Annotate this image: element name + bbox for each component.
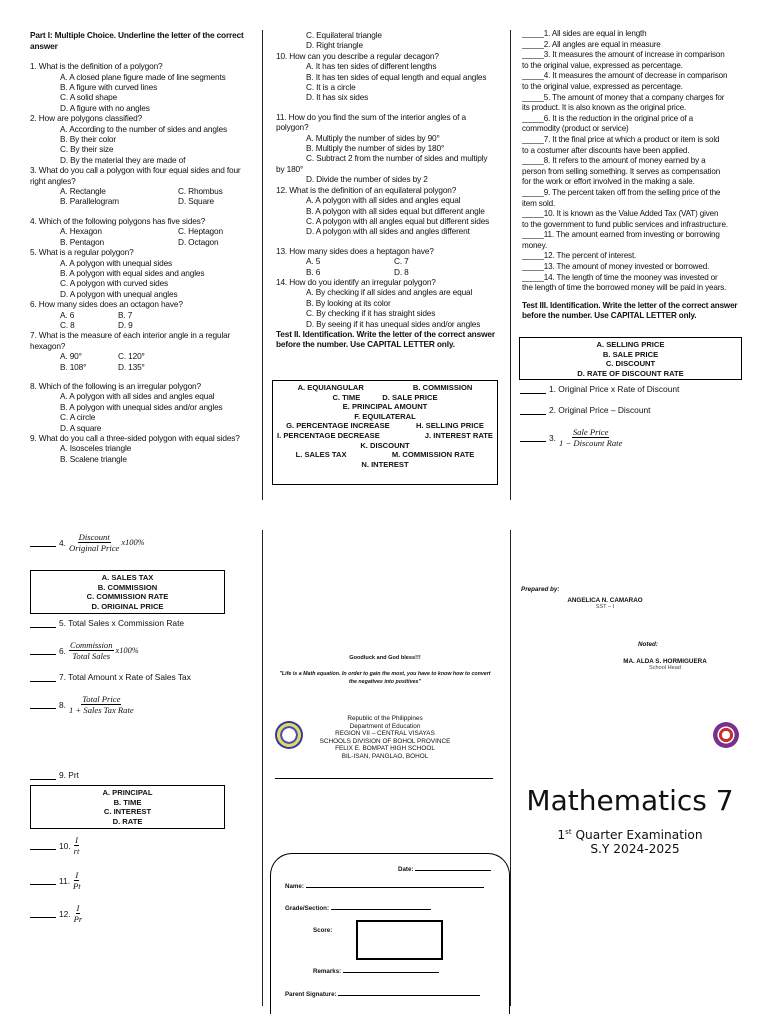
item-line: _____12. The percent of interest.	[522, 251, 637, 261]
fraction	[69, 532, 119, 553]
choice: I. PERCENTAGE DECREASE	[277, 430, 380, 440]
item-line: to the original value, expressed as percentage.	[522, 81, 683, 91]
option: A. 90°	[60, 351, 82, 362]
option: D. Square	[178, 196, 215, 207]
choice: C. TIME	[332, 392, 361, 402]
school-line: FELIX E. BOMPAT HIGH SCHOOL	[335, 745, 435, 753]
option: B. 108°	[60, 361, 87, 372]
item-line: _____11. The amount earned from investing or borrowing	[522, 230, 720, 240]
option-line: C. A polygon with all angles equal but different sides	[306, 215, 490, 226]
numerator: Total Price	[82, 694, 121, 704]
item-line: the length of time the borrowed money will be paid in years.	[522, 283, 727, 293]
choice: D. ORIGINAL PRICE	[91, 601, 164, 611]
choice: M. COMMISSION RATE	[391, 450, 475, 460]
choice: C. INTEREST	[103, 807, 152, 817]
question-line: 13. How many sides does a heptagon have?	[276, 245, 434, 256]
deped-seal-icon	[275, 721, 303, 749]
parent-signature-field[interactable]	[285, 991, 480, 998]
choice: J. INTEREST RATE	[424, 430, 493, 440]
grade-label: Grade/Section:	[285, 905, 330, 912]
item-line: _____2. All angles are equal in measure	[522, 39, 661, 49]
multiplier: x100%	[121, 538, 145, 547]
option-line: A. Isosceles triangle	[60, 443, 132, 454]
option-row	[276, 256, 498, 266]
option-row	[30, 351, 255, 361]
denominator: 1 − Discount Rate	[559, 438, 623, 448]
option-row	[30, 196, 255, 206]
question-line: 8. Which of the following is an irregular polygon?	[30, 380, 201, 391]
option-line: D. A polygon with unequal angles	[60, 288, 178, 299]
test3-item-2	[520, 405, 650, 415]
option: B. 6	[306, 266, 321, 277]
option: D. 9	[118, 319, 133, 330]
question-line: 9. What do you call a three-sided polygon with equal sides?	[30, 433, 240, 443]
test3-choices-box-2	[30, 570, 225, 614]
option-line: D. A polygon with all sides and angles different	[306, 226, 470, 237]
test3-item-12	[30, 903, 82, 924]
school-line: Department of Education	[349, 722, 421, 730]
option-line: B. Scalene triangle	[60, 453, 127, 464]
item-line: its product. It is also known as the original price.	[522, 103, 687, 113]
option-line: A. A polygon with all sides and angles equal	[60, 391, 215, 402]
option-line: B. By their color	[60, 134, 117, 145]
denominator: Pt	[73, 881, 81, 891]
quarter-number: 1	[557, 828, 566, 843]
option-line: D. By the material they are made of	[60, 154, 186, 165]
numerator: I	[75, 870, 79, 880]
column-divider-4	[510, 530, 511, 1006]
choice: H. SELLING PRICE	[415, 421, 484, 431]
part3-heading: Test III. Identification. Write the letter of the correct answer before the number. Use CAPITAL LETTER only.	[522, 300, 738, 321]
choice: A. EQUIANGULAR	[297, 383, 364, 392]
option-row	[276, 267, 498, 277]
item-number: 10.	[59, 840, 71, 851]
choice: D. RATE	[112, 816, 143, 826]
option: B. Pentagon	[60, 236, 105, 247]
part2-heading: Test II. Identification. Write the letter of the correct answer before the number. Use CAPITAL LETTER only.	[276, 328, 495, 350]
column-divider-1	[262, 30, 263, 500]
question-line: 3. What do you call a polygon with four equal sides and four right angles?	[30, 165, 241, 186]
option-line: D. A figure with no angles	[60, 102, 150, 113]
fraction	[69, 694, 134, 715]
option: D. Octagon	[178, 236, 219, 247]
numerator: Commission	[70, 640, 113, 650]
item-number: 8.	[59, 699, 66, 710]
denominator: Total Sales	[72, 651, 111, 661]
school-line: Republic of the Philippines	[347, 715, 423, 722]
name-label: Name:	[285, 883, 304, 890]
question-line: 5. What is a regular polygon?	[30, 247, 134, 258]
exam-title: Mathematics 7	[526, 784, 734, 817]
option-line: B. A polygon with unequal sides and/or angles	[60, 401, 223, 412]
choice: B. TIME	[113, 797, 142, 807]
fraction	[74, 903, 83, 924]
test3-choices-box-1	[519, 337, 742, 380]
fraction	[559, 427, 622, 448]
choice: A. SALES TAX	[101, 573, 154, 582]
choice: C. COMMISSION RATE	[86, 592, 169, 602]
item-line: money.	[522, 240, 548, 250]
test3-item-9	[30, 770, 79, 780]
question-line: 14. How do you identify an irregular polygon?	[276, 276, 436, 287]
choice: D. SALE PRICE	[382, 392, 438, 402]
denominator: Pr	[73, 914, 83, 924]
school-year: S.Y 2024-2025	[590, 842, 680, 856]
choice: C. DISCOUNT	[605, 359, 656, 369]
item-text: 5. Total Sales x Commission Rate	[59, 618, 185, 628]
test3-item-11	[30, 870, 81, 891]
noter-name: MA. ALDA S. HORMIGUERA	[623, 658, 707, 665]
choice: K. DISCOUNT	[360, 440, 410, 450]
score-box[interactable]	[356, 920, 443, 960]
option-line: C. By checking if it has straight sides	[306, 308, 436, 319]
noted-label: Noted:	[638, 641, 658, 648]
item-line: item sold.	[522, 198, 556, 208]
school-seal-icon	[713, 722, 739, 748]
part1-column-2	[276, 30, 498, 350]
remarks-field[interactable]	[313, 968, 439, 975]
denominator: 1 + Sales Tax Rate	[69, 705, 134, 715]
part2-items	[522, 29, 744, 322]
parent-label: Parent Signature:	[285, 991, 337, 998]
option-line: B. It has ten sides of equal length and equal angles	[306, 71, 487, 82]
fraction	[74, 835, 80, 856]
item-line: _____6. It is the reduction in the original price of a	[522, 113, 693, 123]
option-line: C. A polygon with curved sides	[60, 278, 169, 289]
question-line: 12. What is the definition of an equilateral polygon?	[276, 184, 457, 195]
numerator: I	[76, 903, 80, 913]
item-line: to the original value, expressed as percentage.	[522, 60, 683, 70]
item-line: for the work or effort involved in the making a sale.	[522, 177, 695, 187]
fraction	[69, 640, 114, 661]
option-line: C. By their size	[60, 144, 114, 155]
item-text: 1. Original Price x Rate of Discount	[549, 384, 680, 394]
item-line: person from selling something. It serves as compensation	[522, 166, 721, 176]
test3-choices-box-3	[30, 785, 225, 829]
item-line: _____1. All sides are equal in length	[522, 29, 647, 38]
option: A. 5	[306, 256, 321, 267]
prepared-block	[530, 597, 680, 610]
option: D. 135°	[118, 361, 145, 372]
denominator: rt	[73, 846, 80, 856]
option: D. 8	[394, 266, 409, 277]
numerator: Sale Price	[572, 427, 609, 437]
option-line: D. By seeing if it has unequal sides and/or angles	[306, 318, 481, 329]
test3-item-8	[30, 694, 134, 715]
option-line: B. By looking at its color	[306, 297, 391, 308]
option-line: B. A polygon with all sides equal but different angle	[306, 205, 485, 216]
option-row	[30, 310, 255, 320]
header-rule	[275, 778, 493, 779]
question-line: 2. How are polygons classified?	[30, 113, 143, 124]
option-row	[30, 186, 255, 196]
option: A. Rectangle	[60, 186, 106, 197]
option: C. Heptagon	[178, 226, 223, 237]
test3-item-6	[30, 640, 139, 661]
remarks-label: Remarks:	[313, 968, 342, 975]
test3-item-5	[30, 618, 184, 628]
option-line: A. A polygon with all sides and angles equal	[306, 195, 461, 206]
option-line: C. A solid shape	[60, 92, 118, 103]
item-number: 4.	[59, 537, 66, 548]
school-line: REGION VII – CENTRAL VISAYAS	[335, 730, 435, 738]
prepared-label: Prepared by:	[521, 586, 560, 593]
test3-item-4	[30, 532, 145, 553]
option-line: C. A circle	[60, 412, 96, 423]
item-number: 11.	[59, 875, 71, 886]
option-line: B. A figure with curved lines	[60, 82, 158, 92]
option-line: A. According to the number of sides and angles	[60, 123, 227, 134]
grade-section-field[interactable]	[285, 905, 431, 912]
item-text: 9. Prt	[59, 770, 80, 780]
option: C. Rhombus	[178, 186, 223, 197]
option: A. Hexagon	[60, 226, 102, 237]
option-line: B. Multiply the number of sides by 180°	[306, 143, 445, 154]
item-line: commodity (product or service)	[522, 124, 629, 134]
option-line: D. Divide the number of sides by 2	[306, 174, 428, 185]
noted-block	[590, 658, 740, 671]
denominator: Original Price	[69, 543, 120, 553]
option-line: C. It is a circle	[306, 82, 356, 93]
option-line: A. A closed plane figure made of line segments	[60, 71, 226, 82]
choice: B. COMMISSION	[97, 582, 158, 592]
test3-item-3	[520, 427, 622, 448]
school-line: BIL-ISAN, PANGLAO, BOHOL	[341, 752, 429, 760]
item-line: to a costumer after discounts have been applied.	[522, 145, 690, 155]
choice: B. SALE PRICE	[602, 349, 659, 359]
date-label: Date:	[398, 866, 414, 873]
option-line: D. A square	[60, 422, 102, 433]
option-line: B. A polygon with equal sides and angles	[60, 267, 205, 278]
option: B. Parallelogram	[60, 196, 119, 207]
item-line: _____9. The percent taken off from the selling price of the	[522, 187, 721, 197]
option: C. 8	[60, 319, 75, 330]
choice: L. SALES TAX	[295, 450, 347, 460]
choice: A. PRINCIPAL	[102, 788, 153, 797]
numerator: Discount	[78, 532, 110, 542]
option-row	[30, 237, 255, 247]
part1-column-1	[30, 30, 255, 464]
choice: D. RATE OF DISCOUNT RATE	[577, 368, 684, 378]
choice: B. COMMISSION	[412, 383, 473, 392]
quote-text: "Life is a Math equation. In order to gain the most, you have to know how to convert the negatives into positives"	[279, 671, 491, 685]
test3-item-1	[520, 384, 679, 394]
item-line: _____14. The length of time the mooney was invested or	[522, 272, 718, 282]
item-number: 6.	[59, 645, 66, 656]
option-line: A. It has ten sides of different lengths	[306, 61, 437, 72]
item-line: _____8. It refers to the amount of money earned by a	[522, 156, 706, 166]
preparer-position: SST – I	[595, 604, 615, 610]
fraction	[73, 870, 81, 891]
item-text: 2. Original Price – Discount	[549, 405, 651, 415]
question-line: 11. How do you find the sum of the interior angles of a polygon?	[276, 111, 466, 133]
school-line: SCHOOLS DIVISION OF BOHOL PROVINCE	[319, 737, 451, 745]
numerator: I	[75, 835, 78, 845]
goodluck-text: Goodluck and God bless!!!	[349, 655, 421, 661]
school-header	[300, 715, 470, 761]
option-line: D. Right triangle	[306, 40, 363, 51]
question-line: 4. Which of the following polygons has five sides?	[30, 215, 206, 226]
option-line: C. Subtract 2 from the number of sides and multiply by 180°	[276, 153, 488, 174]
test3-item-10	[30, 835, 79, 856]
column-divider-3	[262, 530, 263, 1006]
choice: G. PERCENTAGE INCREASE	[286, 421, 390, 431]
quarter-suffix: st	[565, 828, 572, 836]
choice: N. INTEREST	[361, 459, 409, 469]
item-line: to the government to fund public services and infrastructure.	[522, 219, 728, 229]
question-line: 7. What is the measure of each interior angle in a regular hexagon?	[30, 330, 231, 351]
item-line: _____4. It measures the amount of decrease in comparison	[522, 71, 728, 81]
option: C. 7	[394, 256, 409, 267]
exam-quarter	[515, 825, 745, 843]
option-line: A. A polygon with unequal sides	[60, 257, 173, 268]
name-field[interactable]	[285, 883, 484, 890]
option: C. 120°	[118, 351, 145, 362]
item-text: 7. Total Amount x Rate of Sales Tax	[59, 672, 191, 682]
item-number: 12.	[59, 908, 71, 919]
question-line: 6. How many sides does an octagon have?	[30, 299, 183, 310]
score-label: Score:	[313, 927, 333, 934]
item-line: _____10. It is known as the Value Added Tax (VAT) given	[522, 209, 719, 219]
option-line: A. Multiply the number of sides by 90°	[306, 132, 440, 143]
option-row	[30, 320, 255, 330]
item-line: _____5. The amount of money that a company charges for	[522, 92, 725, 102]
option-line: D. It has six sides	[306, 92, 369, 103]
choice: E. PRINCIPAL AMOUNT	[342, 402, 428, 412]
choice: A. SELLING PRICE	[596, 340, 665, 349]
option: A. 6	[60, 309, 75, 320]
question-line: 1. What is the definition of a polygon?	[30, 61, 163, 72]
question-line: 10. How can you describe a regular decagon?	[276, 50, 439, 61]
item-line: _____13. The amount of money invested or borrowed.	[522, 262, 710, 272]
option: B. 7	[118, 309, 133, 320]
option-row	[30, 362, 255, 372]
preparer-name: ANGELICA N. CAMARAO	[567, 597, 643, 604]
date-field[interactable]	[398, 866, 491, 873]
option-row	[30, 226, 255, 236]
part1-heading: Part I: Multiple Choice. Underline the letter of the correct answer	[30, 30, 244, 51]
item-number: 3.	[549, 432, 556, 443]
test3-item-7	[30, 672, 191, 682]
column-divider-2	[510, 30, 511, 500]
item-line: _____7. It the final price at which a product or item is sold	[522, 134, 720, 144]
choice: F. EQUILATERAL	[354, 411, 416, 421]
test2-choices-box	[272, 380, 498, 485]
quarter-text: Quarter Examination	[571, 828, 703, 843]
option-line: A. By checking if all sides and angles are equal	[306, 287, 473, 298]
multiplier: x100%	[115, 646, 139, 655]
item-line: _____3. It measures the amount of increase in comparison	[522, 50, 725, 60]
noter-position: School Head	[648, 665, 682, 671]
option-line: C. Equilateral triangle	[306, 30, 382, 40]
